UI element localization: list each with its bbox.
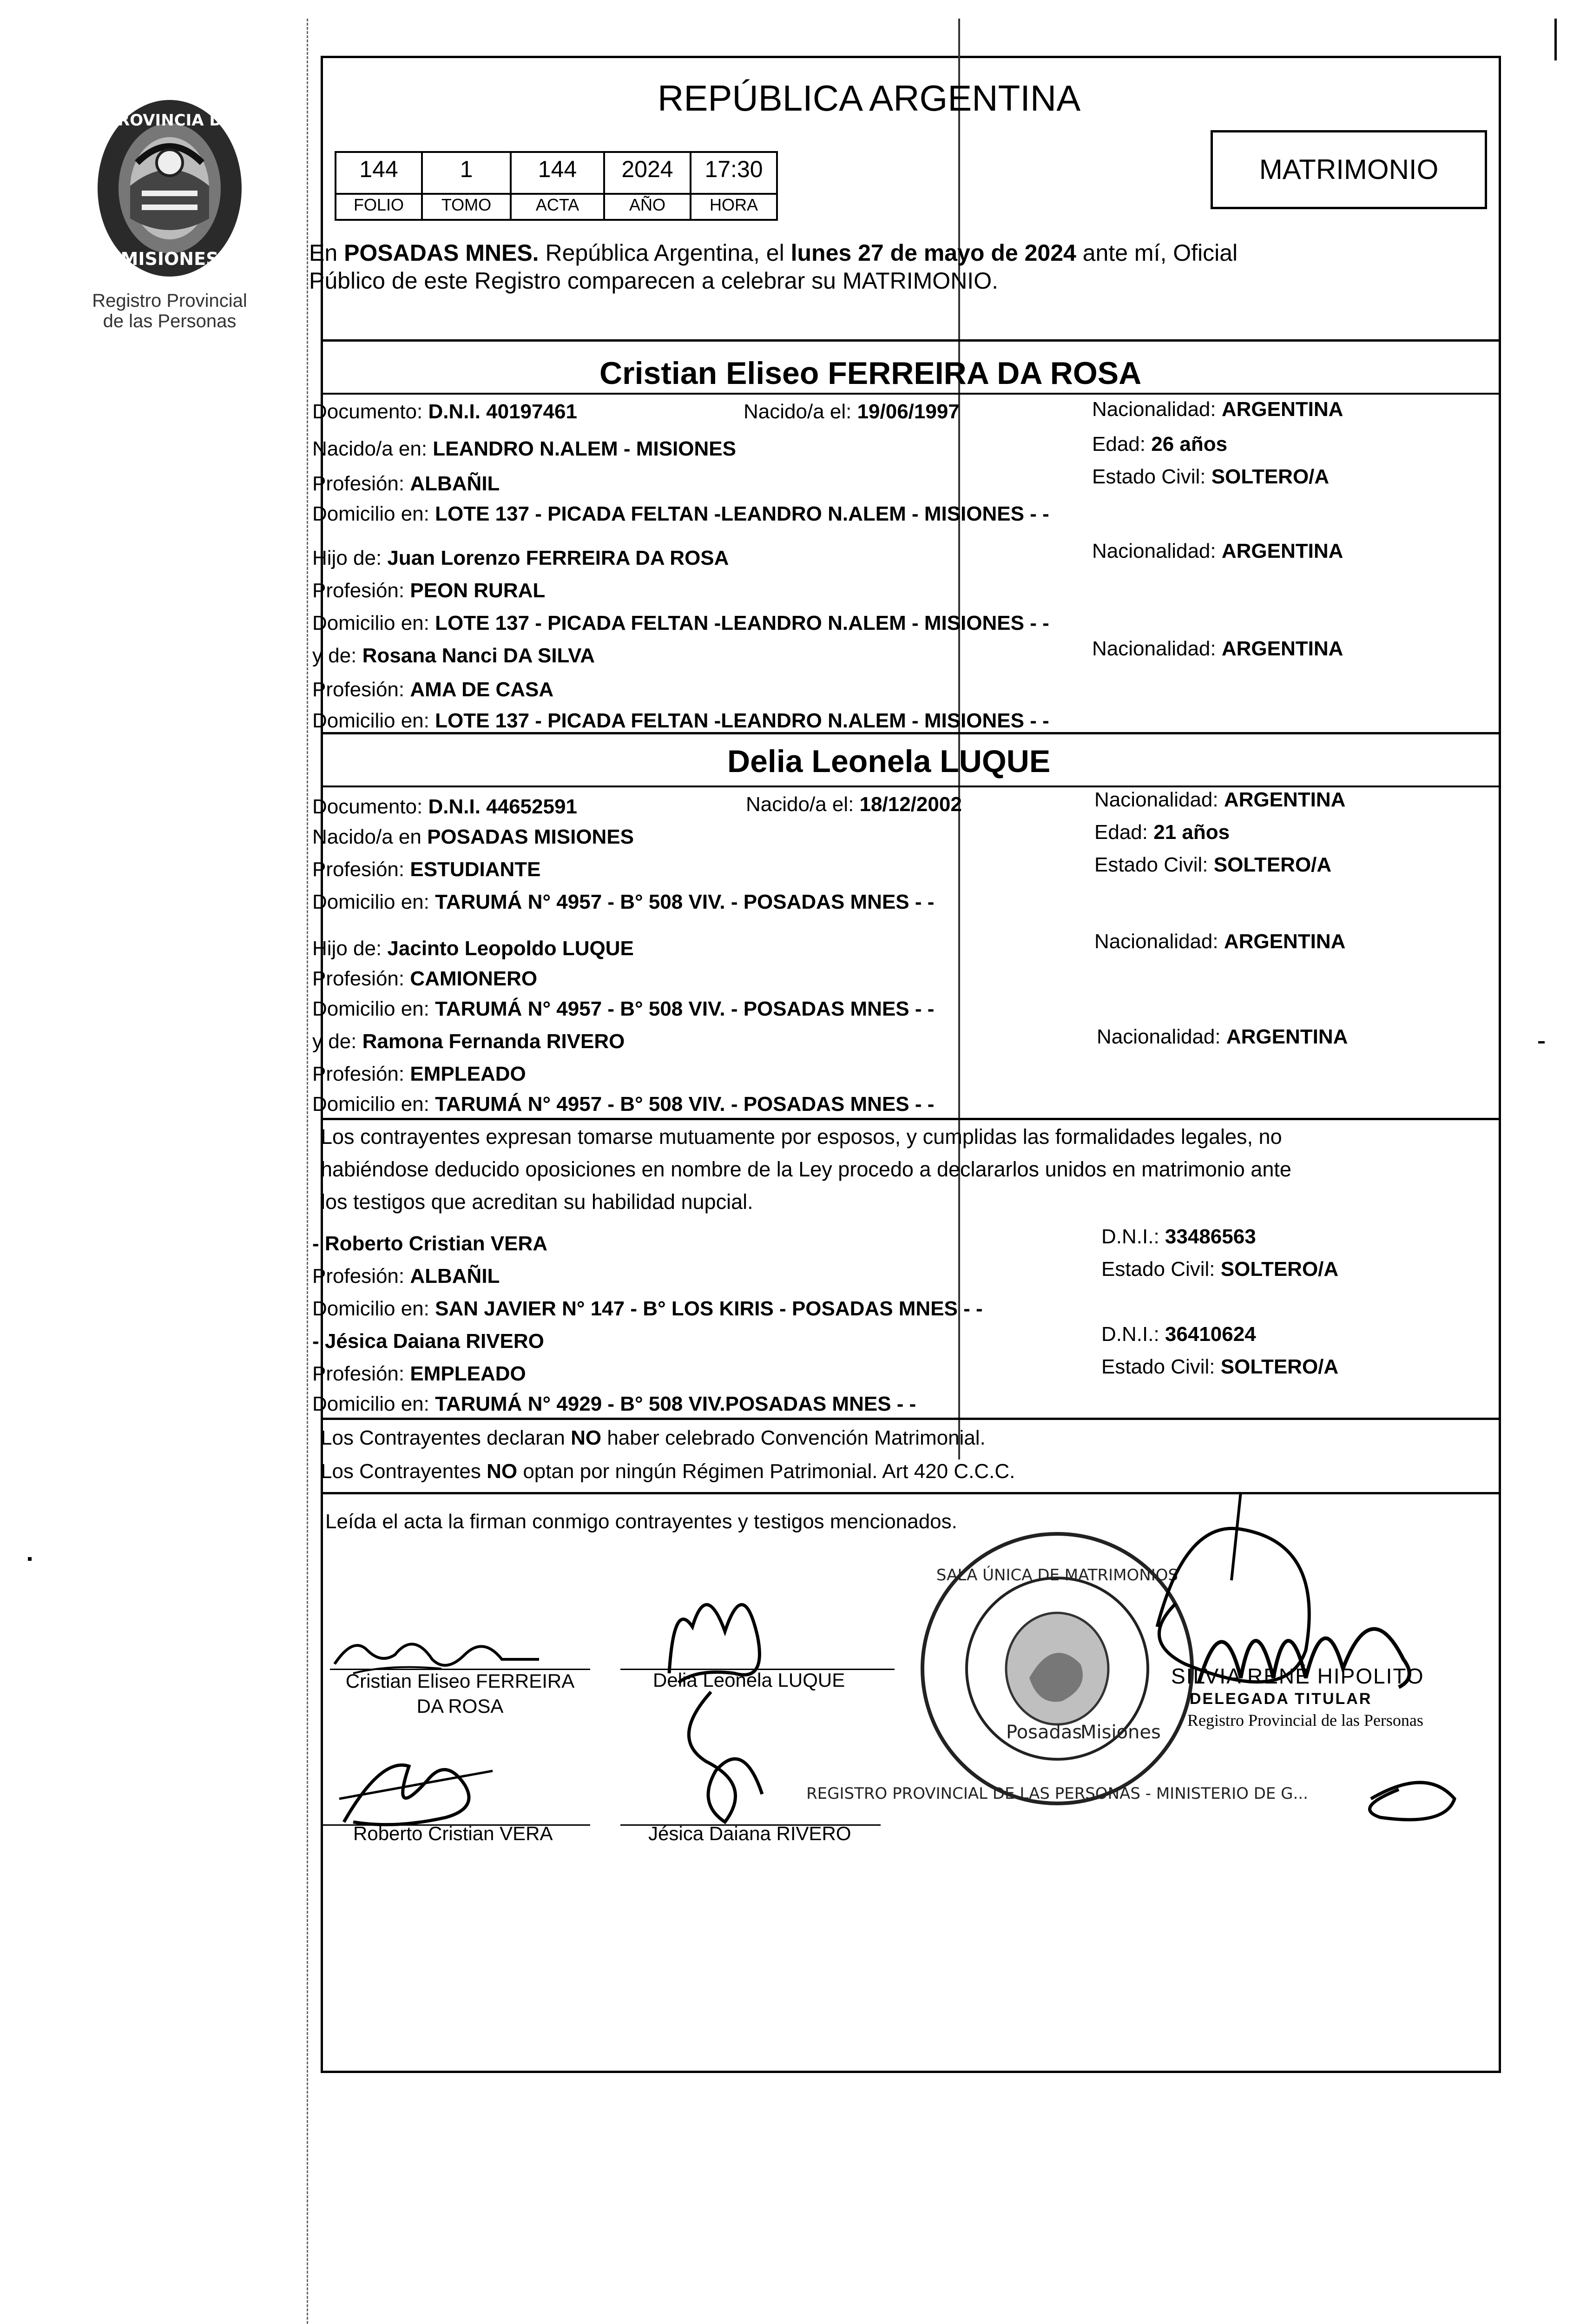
intro-line-1: En POSADAS MNES. República Argentina, el lunes 27 de mayo de 2024 ante mí, Oficial [309,240,1238,266]
groom-mother-addr: Domicilio en: LOTE 137 - PICADA FELTAN -LEANDRO N.ALEM - MISIONES - - [312,709,1049,732]
svg-text:Posadas: Posadas [1006,1722,1082,1743]
svg-text:MISIONES: MISIONES [120,249,219,269]
scan-margin-line [307,19,309,2324]
bride-born-in: Nacido/a en POSADAS MISIONES [312,825,634,848]
bride-prof: Profesión: ESTUDIANTE [312,858,541,881]
frame-bottom-border [321,2071,1501,2073]
bride-addr: Domicilio en: TARUMÁ N° 4957 - B° 508 VIV. - POSADAS MNES - - [312,891,935,913]
divider-bride-top [321,732,1501,734]
code-tomo: 1 TOMO [421,151,512,221]
groom-mother: y de: Rosana Nanci DA SILVA [312,644,595,667]
groom-prof: Profesión: ALBAÑIL [312,472,500,495]
bride-born: Nacido/a el: 18/12/2002 [746,793,962,816]
groom-born-in: Nacido/a en: LEANDRO N.ALEM - MISIONES [312,437,736,460]
bride-name: Delia Leonela LUQUE [727,744,1051,779]
bride-father-nat: Nacionalidad: ARGENTINA [1094,930,1346,953]
bride-mother: y de: Ramona Fernanda RIVERO [312,1030,625,1053]
bride-mother-prof: Profesión: EMPLEADO [312,1063,526,1085]
witness-1-prof: Profesión: ALBAÑIL [312,1265,500,1287]
intro-line-2: Público de este Registro comparecen a celebrar su MATRIMONIO. [309,268,998,294]
declaration-line-2: habiéndose deducido oposiciones en nombre de la Ley procedo a declararlos unidos en matrimonio ante [321,1157,1291,1181]
witness-2-name: - Jésica Daiana RIVERO [312,1330,544,1353]
groom-father-prof: Profesión: PEON RURAL [312,579,546,602]
signature-groom [325,1618,558,1683]
svg-text:REGISTRO PROVINCIAL DE LAS PER: REGISTRO PROVINCIAL DE LAS PERSONAS - MINISTERIO DE G... [806,1784,1308,1803]
groom-mother-prof: Profesión: AMA DE CASA [312,678,554,701]
signature-caption-2: Delia Leonela LUQUE [653,1669,845,1691]
groom-mother-nat: Nacionalidad: ARGENTINA [1092,637,1343,660]
groom-civil: Estado Civil: SOLTERO/A [1092,465,1330,488]
groom-doc: Documento: D.N.I. 40197461 [312,400,577,423]
declaration-line-3: los testigos que acreditan su habilidad nupcial. [321,1190,753,1214]
page-title: REPÚBLICA ARGENTINA [658,78,1081,119]
groom-father-addr: Domicilio en: LOTE 137 - PICADA FELTAN -LEANDRO N.ALEM - MISIONES - - [312,612,1049,634]
closing-text: Leída el acta la firman conmigo contrayentes y testigos mencionados. [325,1510,957,1533]
provincial-seal-icon [86,93,253,288]
code-acta: 144 ACTA [510,151,605,221]
declaration-line-1: Los contrayentes expresan tomarse mutuamente por esposos, y cumplidas las formalidades legales, no [321,1125,1282,1149]
frame-right-border [1499,56,1501,2073]
convention-line-2: Los Contrayentes NO optan por ningún Régimen Patrimonial. Art 420 C.C.C. [321,1460,1015,1483]
svg-text:Misiones: Misiones [1080,1722,1161,1743]
groom-born: Nacido/a el: 19/06/1997 [744,400,960,423]
official-role: DELEGADA TITULAR [1190,1690,1372,1708]
divider-groom-name [321,393,1501,395]
witness-1-name: - Roberto Cristian VERA [312,1232,548,1255]
divider-conventions-top [321,1418,1501,1420]
bride-father: Hijo de: Jacinto Leopoldo LUQUE [312,937,634,960]
scan-mark [28,1557,32,1561]
witness-1-addr: Domicilio en: SAN JAVIER N° 147 - B° LOS KIRIS - POSADAS MNES - - [312,1297,983,1320]
code-hora: 17:30 HORA [690,151,778,221]
code-ano: 2024 AÑO [603,151,691,221]
convention-line-1: Los Contrayentes declaran NO haber celebrado Convención Matrimonial. [321,1426,986,1449]
bride-doc: Documento: D.N.I. 44652591 [312,795,577,818]
groom-name: Cristian Eliseo FERREIRA DA ROSA [599,356,1142,391]
divider-bride-name [321,786,1501,787]
code-folio: 144 FOLIO [335,151,423,221]
divider-groom-top [321,339,1501,342]
frame-top-border [321,56,1501,58]
witness-1-dni: D.N.I.: 33486563 [1101,1225,1256,1248]
groom-father-nat: Nacionalidad: ARGENTINA [1092,540,1343,562]
scan-mark [1538,1041,1545,1043]
bride-mother-nat: Nacionalidad: ARGENTINA [1097,1025,1348,1048]
witness-2-dni: D.N.I.: 36410624 [1101,1323,1256,1346]
groom-father: Hijo de: Juan Lorenzo FERREIRA DA ROSA [312,547,729,569]
scan-mark [1554,19,1557,60]
record-type-box [1211,130,1487,209]
svg-text:PROVINCIA DE: PROVINCIA DE [106,111,233,130]
bride-civil: Estado Civil: SOLTERO/A [1094,853,1332,876]
witness-2-civil: Estado Civil: SOLTERO/A [1101,1355,1339,1378]
bride-nat: Nacionalidad: ARGENTINA [1094,788,1346,811]
signature-caption-4: Jésica Daiana RIVERO [648,1822,851,1844]
groom-age: Edad: 26 años [1092,433,1228,456]
official-org: Registro Provincial de las Personas [1187,1711,1423,1730]
registry-logo [86,93,253,335]
witness-2-addr: Domicilio en: TARUMÁ N° 4929 - B° 508 VIV.POSADAS MNES - - [312,1393,916,1415]
bride-father-prof: Profesión: CAMIONERO [312,967,538,990]
official-name: SILVIA RENÉ HIPOLITO [1171,1664,1424,1688]
groom-nat: Nacionalidad: ARGENTINA [1092,398,1343,421]
witness-1-civil: Estado Civil: SOLTERO/A [1101,1258,1339,1281]
signature-caption-3: Roberto Cristian VERA [353,1822,553,1844]
svg-text:SALA ÚNICA DE MATRIMONIOS: SALA ÚNICA DE MATRIMONIOS [936,1566,1178,1585]
bride-father-addr: Domicilio en: TARUMÁ N° 4957 - B° 508 VIV. - POSADAS MNES - - [312,997,935,1020]
bride-age: Edad: 21 años [1094,821,1230,844]
bride-mother-addr: Domicilio en: TARUMÁ N° 4957 - B° 508 VIV. - POSADAS MNES - - [312,1093,935,1116]
groom-addr: Domicilio en: LOTE 137 - PICADA FELTAN -LEANDRO N.ALEM - MISIONES - - [312,502,1049,525]
scan-center-line [958,19,960,1459]
signature-caption-1: Cristian Eliseo FERREIRA DA ROSA [345,1670,575,1717]
signature-witness-1 [325,1729,520,1841]
registry-caption: Registro Provincial de las Personas [92,290,247,331]
record-type: MATRIMONIO [1259,154,1439,185]
witness-2-prof: Profesión: EMPLEADO [312,1362,526,1385]
divider-declaration-top [321,1118,1501,1120]
